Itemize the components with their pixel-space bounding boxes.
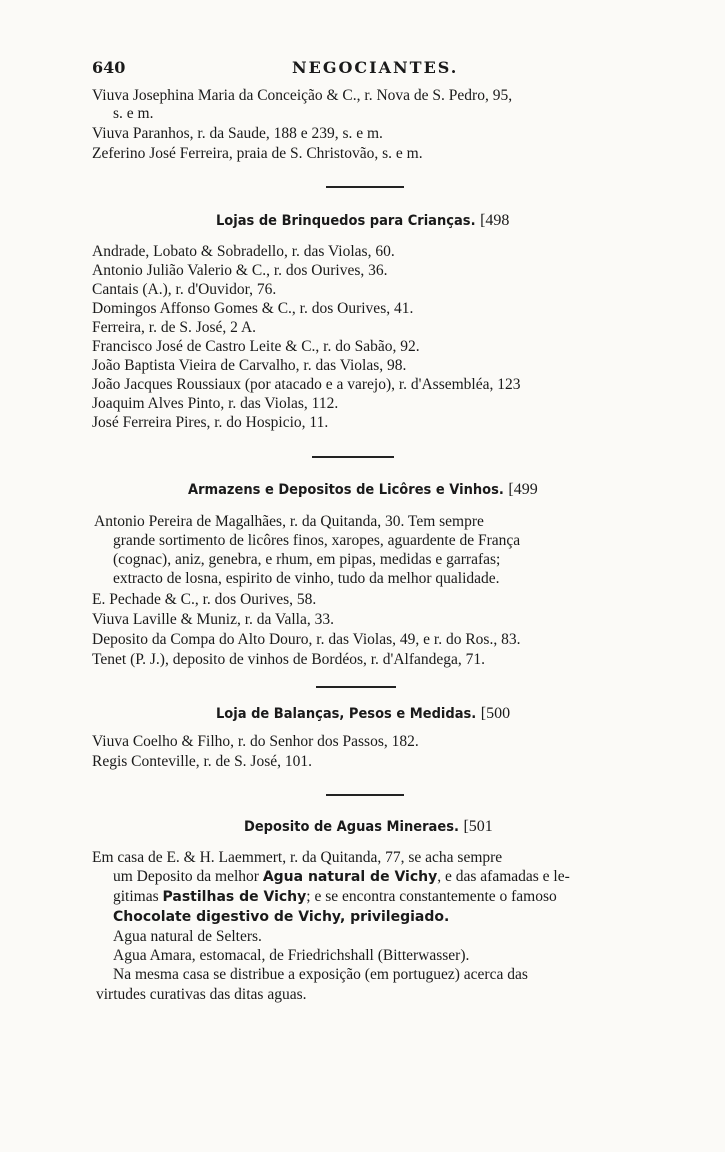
paragraph-line: virtudes curativas das ditas aguas. (96, 986, 307, 1003)
section-title: Loja de Balanças, Pesos e Medidas. (216, 706, 477, 722)
list-item: Antonio Pereira de Magalhães, r. da Quitanda, 30. Tem sempre (94, 513, 484, 530)
section-divider (316, 686, 396, 688)
list-item: Viuva Laville & Muniz, r. da Valla, 33. (92, 611, 334, 628)
running-head (92, 58, 665, 80)
section-heading (216, 212, 509, 230)
list-item: Joaquim Alves Pinto, r. das Violas, 112. (92, 395, 339, 412)
paragraph-line: Agua Amara, estomacal, de Friedrichshall (Bitterwasser). (113, 947, 470, 964)
paragraph-line: Agua natural de Selters. (113, 928, 262, 945)
text-span: gitimas (113, 888, 163, 905)
list-item: Antonio Julião Valerio & C., r. dos Ourives, 36. (92, 262, 388, 279)
list-item: Regis Conteville, r. de S. José, 101. (92, 753, 313, 770)
section-divider (326, 186, 404, 188)
list-item: José Ferreira Pires, r. do Hospicio, 11. (92, 414, 329, 431)
page-number: 640 (92, 58, 126, 77)
list-item-continuation: grande sortimento de licôres finos, xaropes, aguardente de França (113, 532, 521, 549)
list-item: Viuva Paranhos, r. da Saude, 188 e 239, s. e m. (92, 125, 383, 142)
list-item: Andrade, Lobato & Sobradello, r. das Violas, 60. (92, 243, 395, 260)
paragraph-line (113, 907, 449, 927)
list-item-continuation: extracto de losna, espirito de vinho, tudo da melhor qualidade. (113, 570, 500, 587)
list-item: Zeferino José Ferreira, praia de S. Christovão, s. e m. (92, 145, 423, 162)
section-number: [498 (480, 212, 510, 229)
section-divider (312, 456, 394, 458)
section-title: Lojas de Brinquedos para Crianças. (216, 213, 476, 229)
paragraph-line: Em casa de E. & H. Laemmert, r. da Quitanda, 77, se acha sempre (92, 849, 503, 866)
list-item: Francisco José de Castro Leite & C., r. do Sabão, 92. (92, 338, 420, 355)
list-item: Cantais (A.), r. d'Ouvidor, 76. (92, 281, 277, 298)
section-number: [499 (508, 481, 538, 498)
section-heading (244, 818, 493, 836)
paragraph-line: Na mesma casa se distribue a exposição (em portuguez) acerca das (113, 966, 528, 983)
list-item: Viuva Coelho & Filho, r. do Senhor dos Passos, 182. (92, 733, 419, 750)
text-span: ; e se encontra constantemente o famoso (306, 888, 557, 905)
highlight-vichy-pastilles: Pastilhas de Vichy (162, 889, 307, 905)
paragraph-line (113, 867, 570, 887)
section-heading (188, 481, 538, 499)
list-item: Ferreira, r. de S. José, 2 A. (92, 319, 257, 336)
section-number: [500 (480, 705, 511, 722)
section-heading (216, 705, 510, 723)
list-item: E. Pechade & C., r. dos Ourives, 58. (92, 591, 317, 608)
section-number: [501 (463, 818, 493, 835)
highlight-vichy-water: Agua natural de Vichy (262, 869, 438, 885)
highlight-vichy-chocolate: Chocolate digestivo de Vichy, privilegiado. (113, 909, 450, 925)
paragraph-line (113, 887, 557, 907)
text-span: um Deposito da melhor (113, 868, 263, 885)
list-item: João Jacques Roussiaux (por atacado e a varejo), r. d'Assembléa, 123 (92, 376, 521, 393)
list-item: João Baptista Vieira de Carvalho, r. das Violas, 98. (92, 357, 407, 374)
list-item: Deposito da Compa do Alto Douro, r. das Violas, 49, e r. do Ros., 83. (92, 631, 521, 648)
text-span: , e das afamadas e le- (437, 868, 570, 885)
list-item-continuation: (cognac), aniz, genebra, e rhum, em pipas, medidas e garrafas; (113, 551, 501, 568)
list-item-continuation: s. e m. (113, 105, 154, 122)
page-title: NEGOCIANTES. (292, 58, 459, 77)
list-item: Tenet (P. J.), deposito de vinhos de Bordéos, r. d'Alfandega, 71. (92, 651, 486, 668)
section-title: Deposito de Aguas Mineraes. (244, 819, 459, 835)
list-item: Domingos Affonso Gomes & C., r. dos Ourives, 41. (92, 300, 414, 317)
list-item: Viuva Josephina Maria da Conceição & C., r. Nova de S. Pedro, 95, (92, 87, 513, 104)
section-divider (326, 794, 404, 796)
section-title: Armazens e Depositos de Licôres e Vinhos. (188, 482, 504, 498)
